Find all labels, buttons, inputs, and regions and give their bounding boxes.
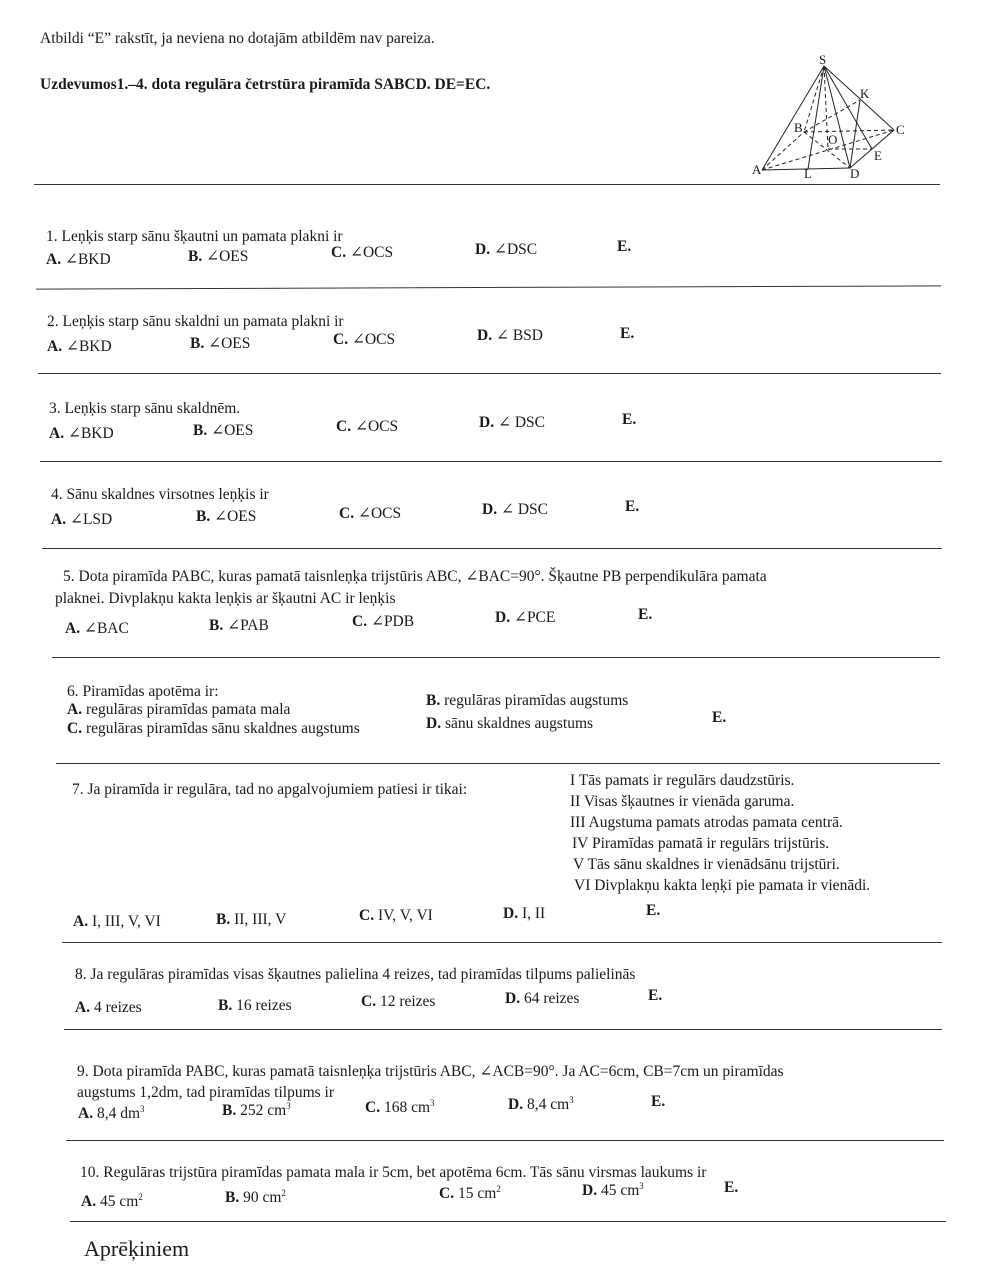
segment-bk bbox=[804, 100, 860, 132]
question-5-line-1: 5. Dota piramīda PABC, kuras pamatā taisnleņķa trijstūris ABC, ∠BAC=90°. Šķautne PB perpendikulāra pamata bbox=[63, 568, 767, 585]
q9-option-a[interactable]: A. 8,4 $dm^3$ bbox=[78, 1104, 145, 1123]
edge-sc bbox=[824, 66, 894, 130]
q2-option-b[interactable]: B. ∠OES bbox=[190, 335, 251, 352]
question-1: 1. Leņķis starp sānu šķautni un pamata plakni ir bbox=[46, 228, 343, 245]
q7-option-a[interactable]: A. I, III, V, VI bbox=[73, 913, 161, 930]
q4-option-d[interactable]: D. ∠ DSC bbox=[482, 501, 548, 518]
q5-option-c[interactable]: C. ∠PDB bbox=[352, 613, 415, 630]
q8-option-d[interactable]: D. 64 reizes bbox=[505, 990, 580, 1007]
label-a: A bbox=[752, 162, 762, 177]
label-k: K bbox=[860, 86, 870, 101]
q10-option-b[interactable]: B. 90 $cm^2$ bbox=[225, 1188, 286, 1207]
question-9-line-1: 9. Dota piramīda PABC, kuras pamatā taisnleņķa trijstūris ABC, ∠ACB=90°. Ja AC=6cm, CB=7cm un piramīdas bbox=[77, 1063, 784, 1080]
q4-option-c[interactable]: C. ∠OCS bbox=[339, 505, 402, 522]
divider bbox=[64, 1029, 942, 1030]
question-10: 10. Regulāras trijstūra piramīdas pamata mala ir 5cm, bet apotēma 6cm. Tās sānu virsmas laukums ir bbox=[80, 1164, 707, 1181]
q6-option-a[interactable]: A. regulāras piramīdas pamata mala bbox=[67, 701, 291, 718]
q7-option-e[interactable]: E. bbox=[646, 902, 661, 919]
q8-option-b[interactable]: B. 16 reizes bbox=[218, 997, 292, 1014]
q6-option-b[interactable]: B. regulāras piramīdas augstums bbox=[426, 692, 629, 709]
divider bbox=[62, 942, 942, 943]
q7-option-b[interactable]: B. II, III, V bbox=[216, 911, 287, 928]
q1-option-d[interactable]: D. ∠DSC bbox=[475, 241, 538, 258]
q1-option-a[interactable]: A. ∠BKD bbox=[46, 251, 111, 268]
q9-option-d[interactable]: D. 8,4 $cm^3$ bbox=[508, 1095, 574, 1114]
question-5-line-2: plaknei. Divplakņu kakta leņķis ar šķautni AC ir leņķis bbox=[55, 590, 396, 607]
q3-option-c[interactable]: C. ∠OCS bbox=[336, 418, 399, 435]
q3-option-a[interactable]: A. ∠BKD bbox=[49, 425, 114, 442]
q10-option-a[interactable]: A. 45 $cm^2$ bbox=[81, 1192, 143, 1211]
q2-option-e[interactable]: E. bbox=[620, 325, 635, 342]
edge-sd bbox=[824, 66, 850, 168]
q6-option-d[interactable]: D. sānu skaldnes augstums bbox=[426, 715, 594, 732]
q9-option-c[interactable]: C. 168 $cm^3$ bbox=[365, 1098, 435, 1117]
q4-option-b[interactable]: B. ∠OES bbox=[196, 508, 257, 525]
divider bbox=[42, 548, 942, 549]
q7-statement: IV Piramīdas pamatā ir regulārs trijstūris. bbox=[572, 835, 830, 852]
question-4: 4. Sānu skaldnes virsotnes leņķis ir bbox=[51, 486, 269, 503]
divider bbox=[70, 1221, 946, 1222]
q6-option-c[interactable]: C. regulāras piramīdas sānu skaldnes augstums bbox=[67, 720, 360, 737]
calculations-heading: Aprēķiniem bbox=[84, 1236, 190, 1261]
instructions: Atbildi “E” rakstīt, ja neviena no dotajām atbildēm nav pareiza. bbox=[40, 30, 435, 47]
divider bbox=[56, 763, 940, 764]
label-b: B bbox=[794, 120, 803, 135]
label-s: S bbox=[819, 52, 827, 67]
label-o: O bbox=[828, 132, 838, 147]
edge-sb bbox=[804, 66, 824, 132]
q2-option-c[interactable]: C. ∠OCS bbox=[333, 331, 396, 348]
q5-option-e[interactable]: E. bbox=[638, 606, 653, 623]
label-c: C bbox=[896, 122, 905, 137]
q8-option-a[interactable]: A. 4 reizes bbox=[75, 999, 142, 1016]
q8-option-e[interactable]: E. bbox=[648, 987, 663, 1004]
q7-option-c[interactable]: C. IV, V, VI bbox=[359, 907, 433, 924]
divider bbox=[40, 461, 942, 462]
label-e: E bbox=[874, 148, 882, 163]
q3-option-b[interactable]: B. ∠OES bbox=[193, 422, 254, 439]
divider bbox=[36, 285, 941, 289]
divider bbox=[38, 373, 941, 374]
divider bbox=[52, 657, 940, 658]
q3-option-d[interactable]: D. ∠ DSC bbox=[479, 414, 545, 431]
q7-statement: VI Divplakņu kakta leņķi pie pamata ir vienādi. bbox=[574, 877, 871, 894]
q8-option-c[interactable]: C. 12 reizes bbox=[361, 993, 436, 1010]
q4-option-a[interactable]: A. ∠LSD bbox=[51, 511, 113, 528]
question-6: 6. Piramīdas apotēma ir: bbox=[67, 683, 219, 700]
q1-option-b[interactable]: B. ∠OES bbox=[188, 248, 249, 265]
q10-option-c[interactable]: C. 15 $cm^2$ bbox=[439, 1184, 501, 1203]
q7-statement: I Tās pamats ir regulārs daudzstūris. bbox=[570, 772, 795, 789]
label-l: L bbox=[804, 166, 812, 181]
q10-option-d[interactable]: D. 45 $cm^3$ bbox=[582, 1181, 644, 1200]
segment-dk bbox=[850, 100, 860, 168]
q2-option-a[interactable]: A. ∠BKD bbox=[47, 338, 112, 355]
q5-option-a[interactable]: A. ∠BAC bbox=[65, 620, 129, 637]
q7-statement: II Visas šķautnes ir vienāda garuma. bbox=[570, 793, 795, 810]
q7-statement: III Augstuma pamats atrodas pamata centrā. bbox=[570, 814, 843, 831]
q1-option-e[interactable]: E. bbox=[617, 238, 632, 255]
question-8: 8. Ja regulāras piramīdas visas šķautnes palielina 4 reizes, tad piramīdas tilpums palielinās bbox=[75, 966, 636, 983]
q7-option-d[interactable]: D. I, II bbox=[503, 905, 546, 922]
q9-option-b[interactable]: B. 252 $cm^3$ bbox=[222, 1101, 291, 1120]
divider bbox=[66, 1140, 944, 1141]
q10-option-e[interactable]: E. bbox=[724, 1179, 739, 1196]
q2-option-d[interactable]: D. ∠ BSD bbox=[477, 327, 543, 344]
edge-sa bbox=[762, 66, 824, 170]
edge-ab bbox=[762, 132, 804, 170]
section-header: Uzdevumos1.–4. dota regulāra četrstūra piramīda SABCD. DE=EC. bbox=[40, 76, 491, 93]
q3-option-e[interactable]: E. bbox=[622, 411, 637, 428]
q4-option-e[interactable]: E. bbox=[625, 498, 640, 515]
question-3: 3. Leņķis starp sānu skaldnēm. bbox=[49, 400, 241, 417]
q6-option-e[interactable]: E. bbox=[712, 709, 727, 726]
q5-option-b[interactable]: B. ∠PAB bbox=[209, 617, 269, 634]
q9-option-e[interactable]: E. bbox=[651, 1093, 666, 1110]
question-2: 2. Leņķis starp sānu skaldni un pamata plakni ir bbox=[47, 313, 344, 330]
pyramid-figure bbox=[752, 52, 912, 184]
q1-option-c[interactable]: C. ∠OCS bbox=[331, 244, 394, 261]
label-d: D bbox=[850, 166, 860, 181]
question-7: 7. Ja piramīda ir regulāra, tad no apgalvojumiem patiesi ir tikai: bbox=[72, 781, 468, 798]
question-9-line-2: augstums 1,2dm, tad piramīdas tilpums ir bbox=[77, 1084, 335, 1101]
q5-option-d[interactable]: D. ∠PCE bbox=[495, 609, 556, 626]
q7-statement: V Tās sānu skaldnes ir vienādsānu trijstūri. bbox=[573, 856, 840, 873]
edge-bc bbox=[804, 130, 894, 132]
divider bbox=[34, 184, 940, 185]
